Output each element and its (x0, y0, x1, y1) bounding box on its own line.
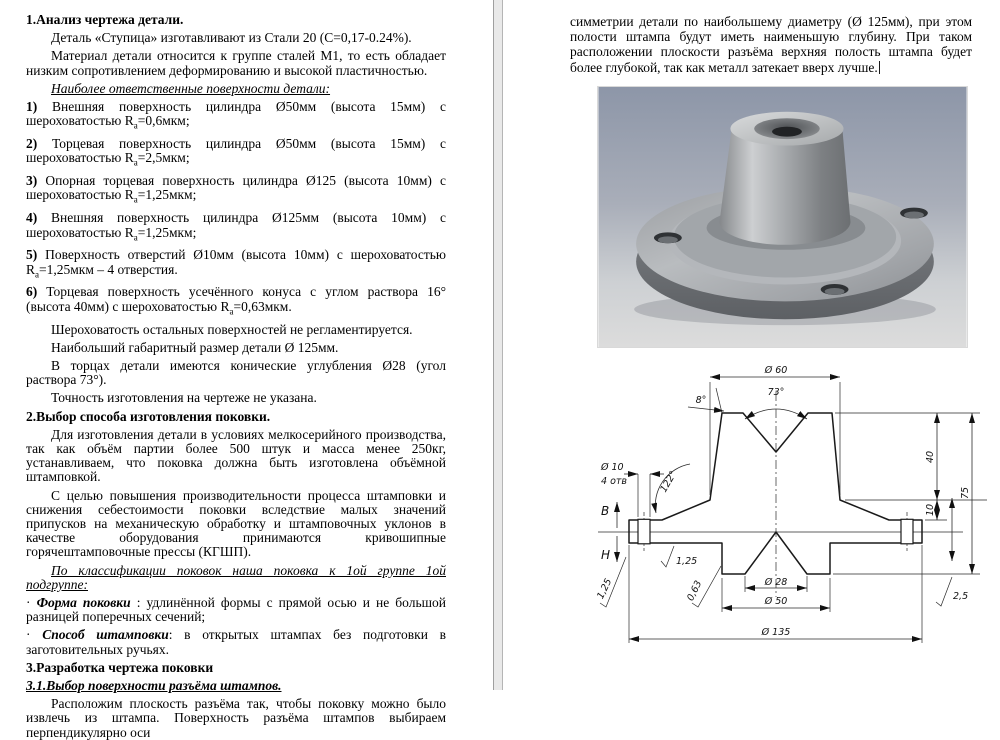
text-caret (879, 61, 880, 74)
flange-hole-section (901, 519, 913, 544)
heading-3: 3.Разработка чертежа поковки (26, 659, 214, 675)
dim-d28-label: Ø 28 (764, 577, 788, 588)
dim-a122 (655, 464, 690, 513)
flange-hole-section (638, 519, 650, 544)
paragraph-production: Для изготовления детали в условиях мелкосерийного производства, так как объём партии более 500 штук и масса менее 250кг, устанавливаем, что поковка должна быть изготовлена объёмной штамповкой. (26, 426, 446, 485)
ra-left-label: 1,25 (595, 576, 615, 601)
holes-count-label: 4 отв (601, 476, 628, 487)
dim-d60-label: Ø 60 (764, 365, 788, 376)
dim-d60 (710, 365, 840, 495)
dim-a8-label: 8° (695, 395, 707, 406)
paragraph-parting: Расположим плоскость разъёма так, чтобы поковку можно было извлечь из штампа. Поверхность разъёма штампов выбираем перпендикулярно оси (26, 696, 446, 740)
note-accuracy: Точность изготовления на чертеже не указана. (51, 390, 317, 406)
dim-heights (833, 413, 987, 574)
heading-3-1: 3.1.Выбор поверхности разъёма штампов. (26, 678, 282, 694)
page-gap (493, 0, 503, 690)
dim-75-label: 75 (960, 486, 971, 500)
left-text-column (0, 0, 493, 740)
parting-direction (601, 498, 952, 562)
figure-3d-render[interactable] (597, 86, 968, 348)
heading-1: 1.Анализ чертежа детали. (26, 12, 184, 27)
paragraph-symmetry: симметрии детали по наибольшему диаметру (Ø 125мм), при этом полости штампа будут иметь наименьшую глубину. При таком расположении плоскости разъёма верхняя полость штампа будет более глубокой, так как металл затекает вверх лучше. (570, 14, 972, 75)
subheading-classification: По классификации поковок наша поковка к 1ой группе 1ой подгруппе: (26, 562, 446, 592)
note-recesses: В торцах детали имеются конические углубления Ø28 (угол раствора 73°). (26, 357, 446, 388)
dim-d10 (600, 462, 664, 517)
list-item: 5) Поверхность отверстий Ø10мм (высота 10мм) с шероховатостью $R_a=1,25мкм - 4$ отверстия. (26, 247, 446, 280)
dim-a73-label: 73° (767, 387, 785, 398)
list-item: 3) Опорная торцевая поверхность цилиндра Ø125 (высота 10мм) с шероховатостью $R_a=1,25мкм$; (26, 173, 446, 206)
centerlines (598, 392, 963, 597)
bullet-forging-shape: · Форма поковки : удлинённой формы с прямой осью и не большой разницей поперечных сечений; (26, 595, 447, 625)
paragraph-material-1: Деталь «Ступица» изготавливают из Стали 20 (С=0,17-0.24%). (51, 30, 412, 46)
paragraph-material-2: Материал детали относится к группе сталей М1, то есть обладает низким сопротивлением деформированию и высокой пластичностью. (26, 48, 446, 78)
dim-d10-label: Ø 10 (601, 462, 624, 473)
top-die-label: В (601, 504, 610, 518)
ra-right-label: 2,5 (953, 591, 969, 602)
bottom-die-label: Н (601, 548, 611, 562)
dim-40-label: 40 (925, 450, 936, 464)
list-item: 1) Внешняя поверхность цилиндра Ø50мм (высота 15мм) с шероховатостью $R_a=0,6мкм$; (26, 99, 446, 131)
dim-d50-label: Ø 50 (764, 596, 788, 607)
list-item: 2) Торцевая поверхность цилиндра Ø50мм (высота 15мм) с шероховатостью $R_a=2,5мкм$; (26, 136, 447, 168)
cone-boss (719, 131, 850, 245)
list-item: 6) Торцевая поверхность усечённого конуса с углом раствора 16° (высота 40мм) с шероховатостью $R_a=0,63мкм$. (26, 284, 446, 317)
page-right[interactable] (503, 0, 1000, 690)
note-roughness: Шероховатость остальных поверхностей не регламентируется. (51, 321, 413, 337)
figure-forging-drawing[interactable] (595, 362, 995, 662)
paragraph-press: С целью повышения производительности процесса штамповки и снижения себестоимости поковки вследствие малых значений припусков на механическую обработку и штамповочных уклонов в качестве оборудования принимаются кривошипные горячештамповочные прессы (КГШП). (26, 487, 446, 560)
dim-a122-label: 122° (658, 469, 680, 495)
ra-flange-label: 1,25 (676, 556, 698, 567)
dim-d135-label: Ø 135 (761, 627, 791, 638)
note-max-size: Наибольший габаритный размер детали Ø 125мм. (51, 339, 339, 355)
dim-diameters (629, 545, 922, 643)
dim-10-label: 10 (925, 503, 936, 517)
list-item: 4) Внешняя поверхность цилиндра Ø125мм (высота 10мм) с шероховатостью $R_a=1,25мкм$; (26, 210, 446, 243)
ra-boss-label: 0,63 (685, 578, 705, 603)
bullet-stamping-method: · Способ штамповки: в открытых штампах без подготовки в заготовительных ручьях. (26, 627, 446, 657)
section-outline (629, 413, 922, 574)
dim-a8 (688, 388, 724, 413)
heading-2: 2.Выбор способа изготовления поковки. (26, 408, 271, 424)
page-left[interactable] (0, 0, 493, 740)
subheading-surfaces: Наиболее ответственные поверхности детали: (51, 80, 331, 96)
